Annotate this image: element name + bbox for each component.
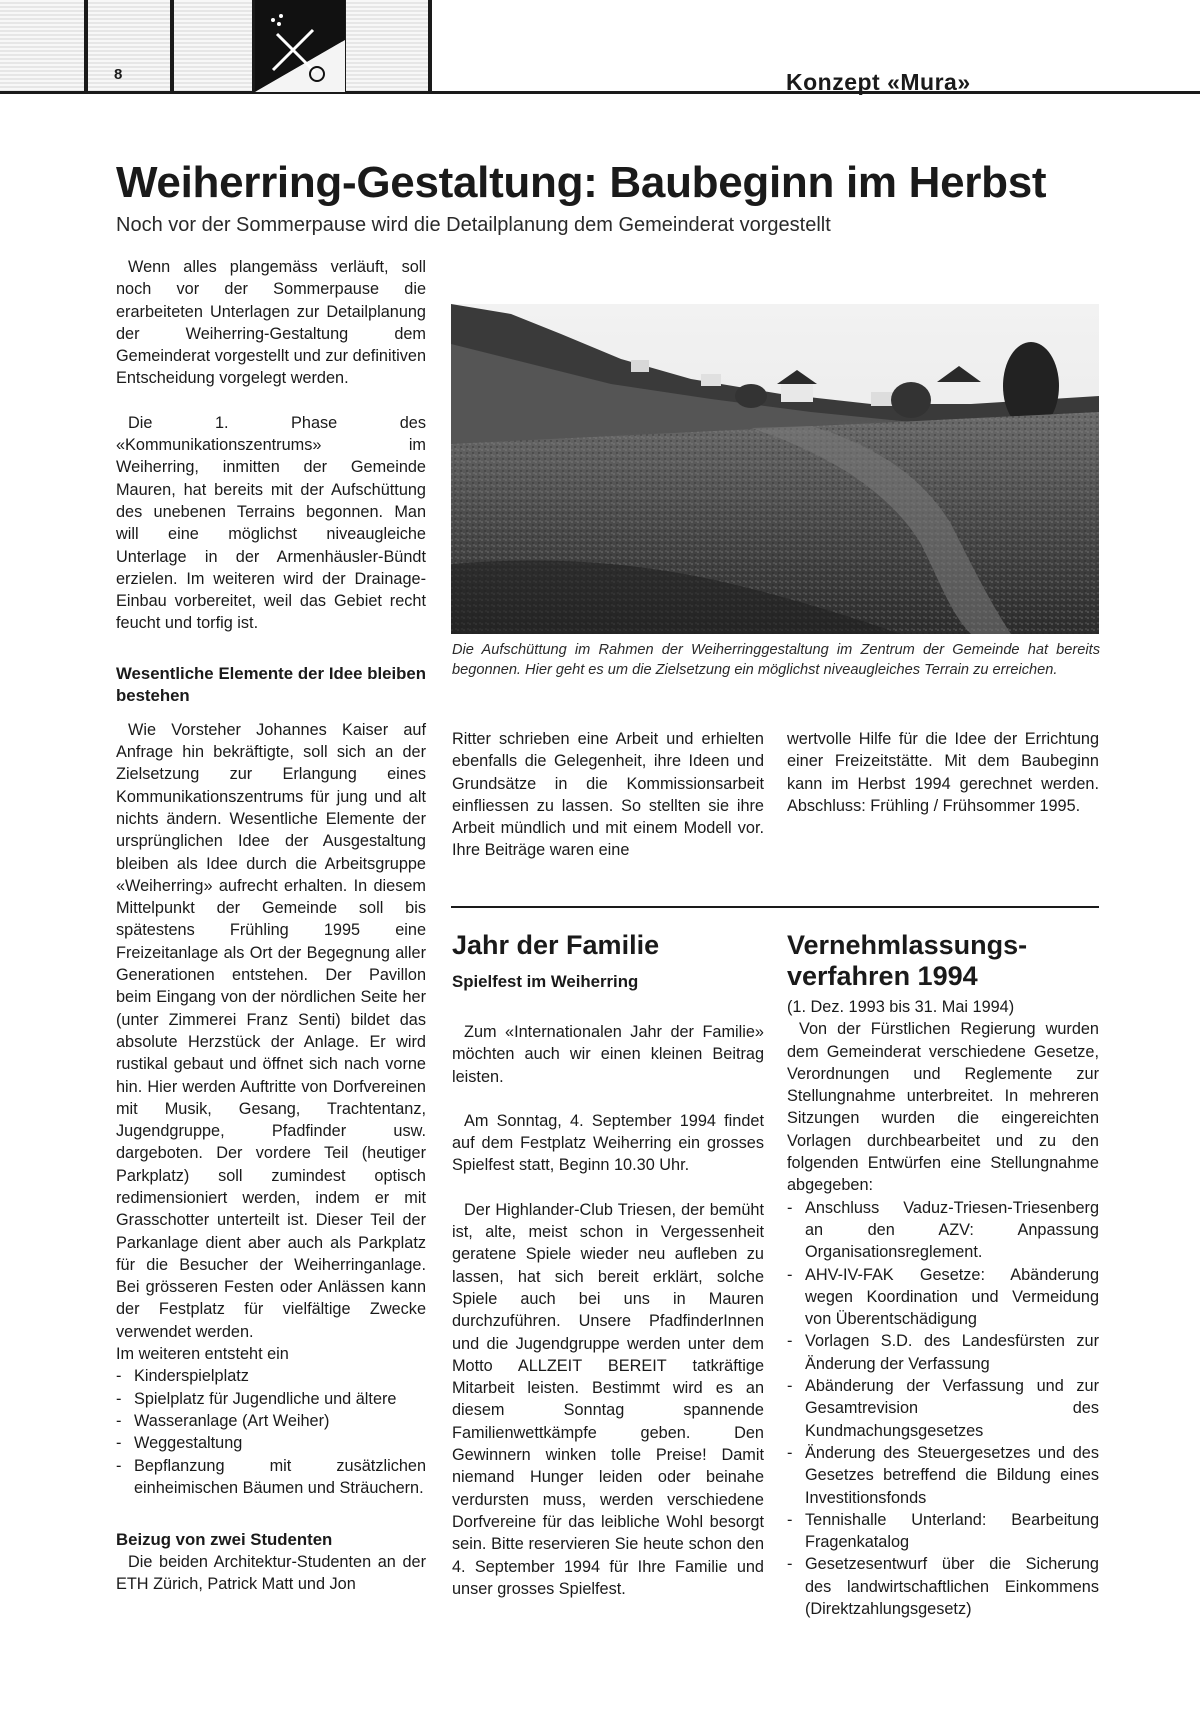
family-paragraph: Zum «Internationalen Jahr der Familie» möchten auch wir einen kleinen Beitrag leisten.: [452, 1023, 764, 1086]
list-item: - Spielplatz für Jugendliche und ältere: [116, 1388, 426, 1410]
column-right-upper: [787, 728, 1099, 817]
photo-caption: Die Aufschüttung im Rahmen der Weiherringgestaltung im Zentrum der Gemeinde hat bereits begonnen. Hier geht es um die Zielsetzung ein möglichst niveaugleiches Terrain zu erreichen.: [452, 642, 1100, 678]
subheading: Beizug von zwei Studenten: [116, 1530, 333, 1550]
consultation-title: Vernehmlassungs-: [787, 930, 1028, 960]
header-rule: [0, 91, 1200, 94]
list-item: - Bepflanzung mit zusätzlichen einheimischen Bäumen und Sträuchern.: [116, 1455, 426, 1500]
article-title: Weiherring-Gestaltung: Baubeginn im Herbst: [116, 158, 1047, 207]
list-item: - Kinderspielplatz: [116, 1365, 426, 1387]
consultation-title: verfahren 1994: [787, 961, 978, 991]
intro-paragraph: Wenn alles plangemäss verläuft, soll noch vor der Sommerpause die erarbeiteten Unterlagen zur Detailplanung der Weiherring-Gestaltung dem Gemeinderat vorgestellt und zur definitiven Entscheidung vorgelegt werden.: [116, 258, 426, 388]
consultation-intro: Von der Fürstlichen Regierung wurden dem Gemeinderat verschiedene Gesetze, Verordnungen und Reglemente zur Stellungnahme unterbreitet. In mehreren Sitzungen wurden die eingereichten Vorlagen durchbearbeitet und zu den folgenden Entwürfen eine Stellungnahme abgegeben:: [787, 1020, 1099, 1195]
family-paragraph: Der Highlander-Club Triesen, der bemüht ist, alte, meist schon in Vergessenheit geratene Spiele wieder neu aufleben zu lassen, hat sich bereit erklärt, solche Spiele auch bei uns in Mauren durchzuführen. Unsere PfadfinderInnen und die Jugendgruppe werden unter dem Motto ALLZEIT BEREIT tatkräftige Mitarbeit leisten. Bestimmt wird es an diesem Sonntag spannende Familienwettkämpfe geben. Den Gewinnern winken tolle Preise! Damit niemand Hunger leiden oder beinahe verdursten muss, werden verschiedene Dorfvereine für das leibliche Wohl besorgt sein. Bitte reservieren Sie heute schon den 4. September 1994 für Ihre Familie und unser grosses Spielfest.: [452, 1200, 764, 1598]
family-subtitle: Spielfest im Weiherring: [452, 972, 639, 991]
column-left: [116, 256, 426, 1596]
intro-paragraph: Die 1. Phase des «Kommunikationszentrums» im Weiherring, inmitten der Gemeinde Mauren, hat bereits mit der Aufschüttung des unebenen Terrains begonnen. Man will eine möglichst niveaugleiche Unterlage in der Armenhäusler-Bündt erzielen. Im weiteren wird der Drainage-Einbau vorbereitet, weil das Gebiet recht feucht und torfig ist.: [116, 413, 426, 633]
header-bar: [428, 0, 432, 92]
header-bar: [84, 0, 88, 92]
consultation-article: [787, 930, 1099, 1620]
header-texture: [0, 0, 430, 92]
list-intro: Im weiteren entsteht ein: [116, 1345, 289, 1364]
consultation-date: (1. Dez. 1993 bis 31. Mai 1994): [787, 998, 1015, 1016]
column-middle-upper: [452, 728, 764, 862]
list-item: - Weggestaltung: [116, 1432, 426, 1454]
list-item: - Anschluss Vaduz-Triesen-Triesenberg an den AZV: Anpassung Organisationsreglement.: [787, 1197, 1099, 1264]
article-subtitle: Noch vor der Sommerpause wird die Detailplanung dem Gemeinderat vorgestellt: [116, 214, 831, 236]
header-bar: [170, 0, 174, 92]
list-item: - Abänderung der Verfassung und zur Gesamtrevision des Kundmachungsgesetzes: [787, 1375, 1099, 1442]
list-item: - AHV-IV-FAK Gesetze: Abänderung wegen Koordination und Vermeidung von Überentschädigung: [787, 1264, 1099, 1331]
family-title: Jahr der Familie: [452, 930, 660, 960]
page-header: [0, 0, 1200, 96]
field-photo: [451, 304, 1099, 634]
section-divider: [451, 906, 1099, 908]
coat-of-arms-icon: [255, 0, 345, 92]
feature-list: [116, 1365, 426, 1499]
list-item: - Änderung des Steuergesetzes und des Gesetzes betreffend die Bildung eines Investitionsfonds: [787, 1442, 1099, 1509]
body-paragraph: Ritter schrieben eine Arbeit und erhielten ebenfalls die Gelegenheit, ihre Ideen und Grundsätze in die Kommissionsarbeit einfliessen zu lassen. So stellten sie ihre Arbeit mündlich und mit einem Modell vor. Ihre Beiträge waren eine: [452, 730, 764, 860]
family-paragraph: Am Sonntag, 4. September 1994 findet auf dem Festplatz Weiherring ein grosses Spielfest statt, Beginn 10.30 Uhr.: [452, 1111, 764, 1175]
family-article: [452, 930, 764, 1600]
page-number: 8: [114, 66, 123, 83]
list-item: - Wasseranlage (Art Weiher): [116, 1410, 426, 1432]
consultation-list: [787, 1197, 1099, 1621]
subheading: Wesentliche Elemente der Idee bleiben bestehen: [116, 663, 426, 705]
list-item: - Gesetzesentwurf über die Sicherung des landwirtschaftlichen Einkommens (Direktzahlungsgesetz): [787, 1553, 1099, 1620]
list-item: - Tennishalle Unterland: Bearbeitung Fragenkatalog: [787, 1509, 1099, 1554]
body-paragraph: Wie Vorsteher Johannes Kaiser auf Anfrage hin bekräftigte, soll sich an der Zielsetzung zur Erlangung eines Kommunikationszentrums für jung und alt nichts ändern. Wesentliche Elemente der ursprünglichen Idee der Ausgestaltung bleiben als Idee durch die Arbeitsgruppe «Weiherring» aufrecht erhalten. In diesem Mittelpunkt der Gemeinde soll bis spätestens Frühling 1995 eine Freizeitanlage als Ort der Begegnung aller Generationen entstehen. Der Pavillon beim Eingang von der nördlichen Seite her (unter Zimmerei Franz Senti) bildet das absolute Herzstück der Anlage. Er wird rustikal gebaut und öffnet sich nach vorne hin. Hier werden Auftritte von Dorfvereinen mit Musik, Gesang, Trachtentanz, Jugendgruppe, Pfadfinder usw. dargeboten. Der vordere Teil (heutiger Parkplatz) soll zumindest optisch redimensioniert werden, indem er mit Grasschotter unterteilt ist. Dieser Teil der Parkanlage dient aber auch als Parkplatz für die Besucher der Weiherringanlage. Bei grösseren Festen oder Anlässen kann der Festplatz für vielfältige Zwecke verwendet werden.: [116, 720, 426, 1341]
body-paragraph: wertvolle Hilfe für die Idee der Errichtung einer Freizeitstätte. Mit dem Baubeginn kann im Herbst 1994 gerechnet werden. Abschluss: Frühling / Frühsommer 1995.: [787, 730, 1099, 815]
list-item: - Vorlagen S.D. des Landesfürsten zur Änderung der Verfassung: [787, 1330, 1099, 1375]
body-paragraph: Die beiden Architektur-Studenten an der ETH Zürich, Patrick Matt und Jon: [116, 1553, 426, 1594]
section-title: Konzept «Mura»: [786, 69, 971, 95]
